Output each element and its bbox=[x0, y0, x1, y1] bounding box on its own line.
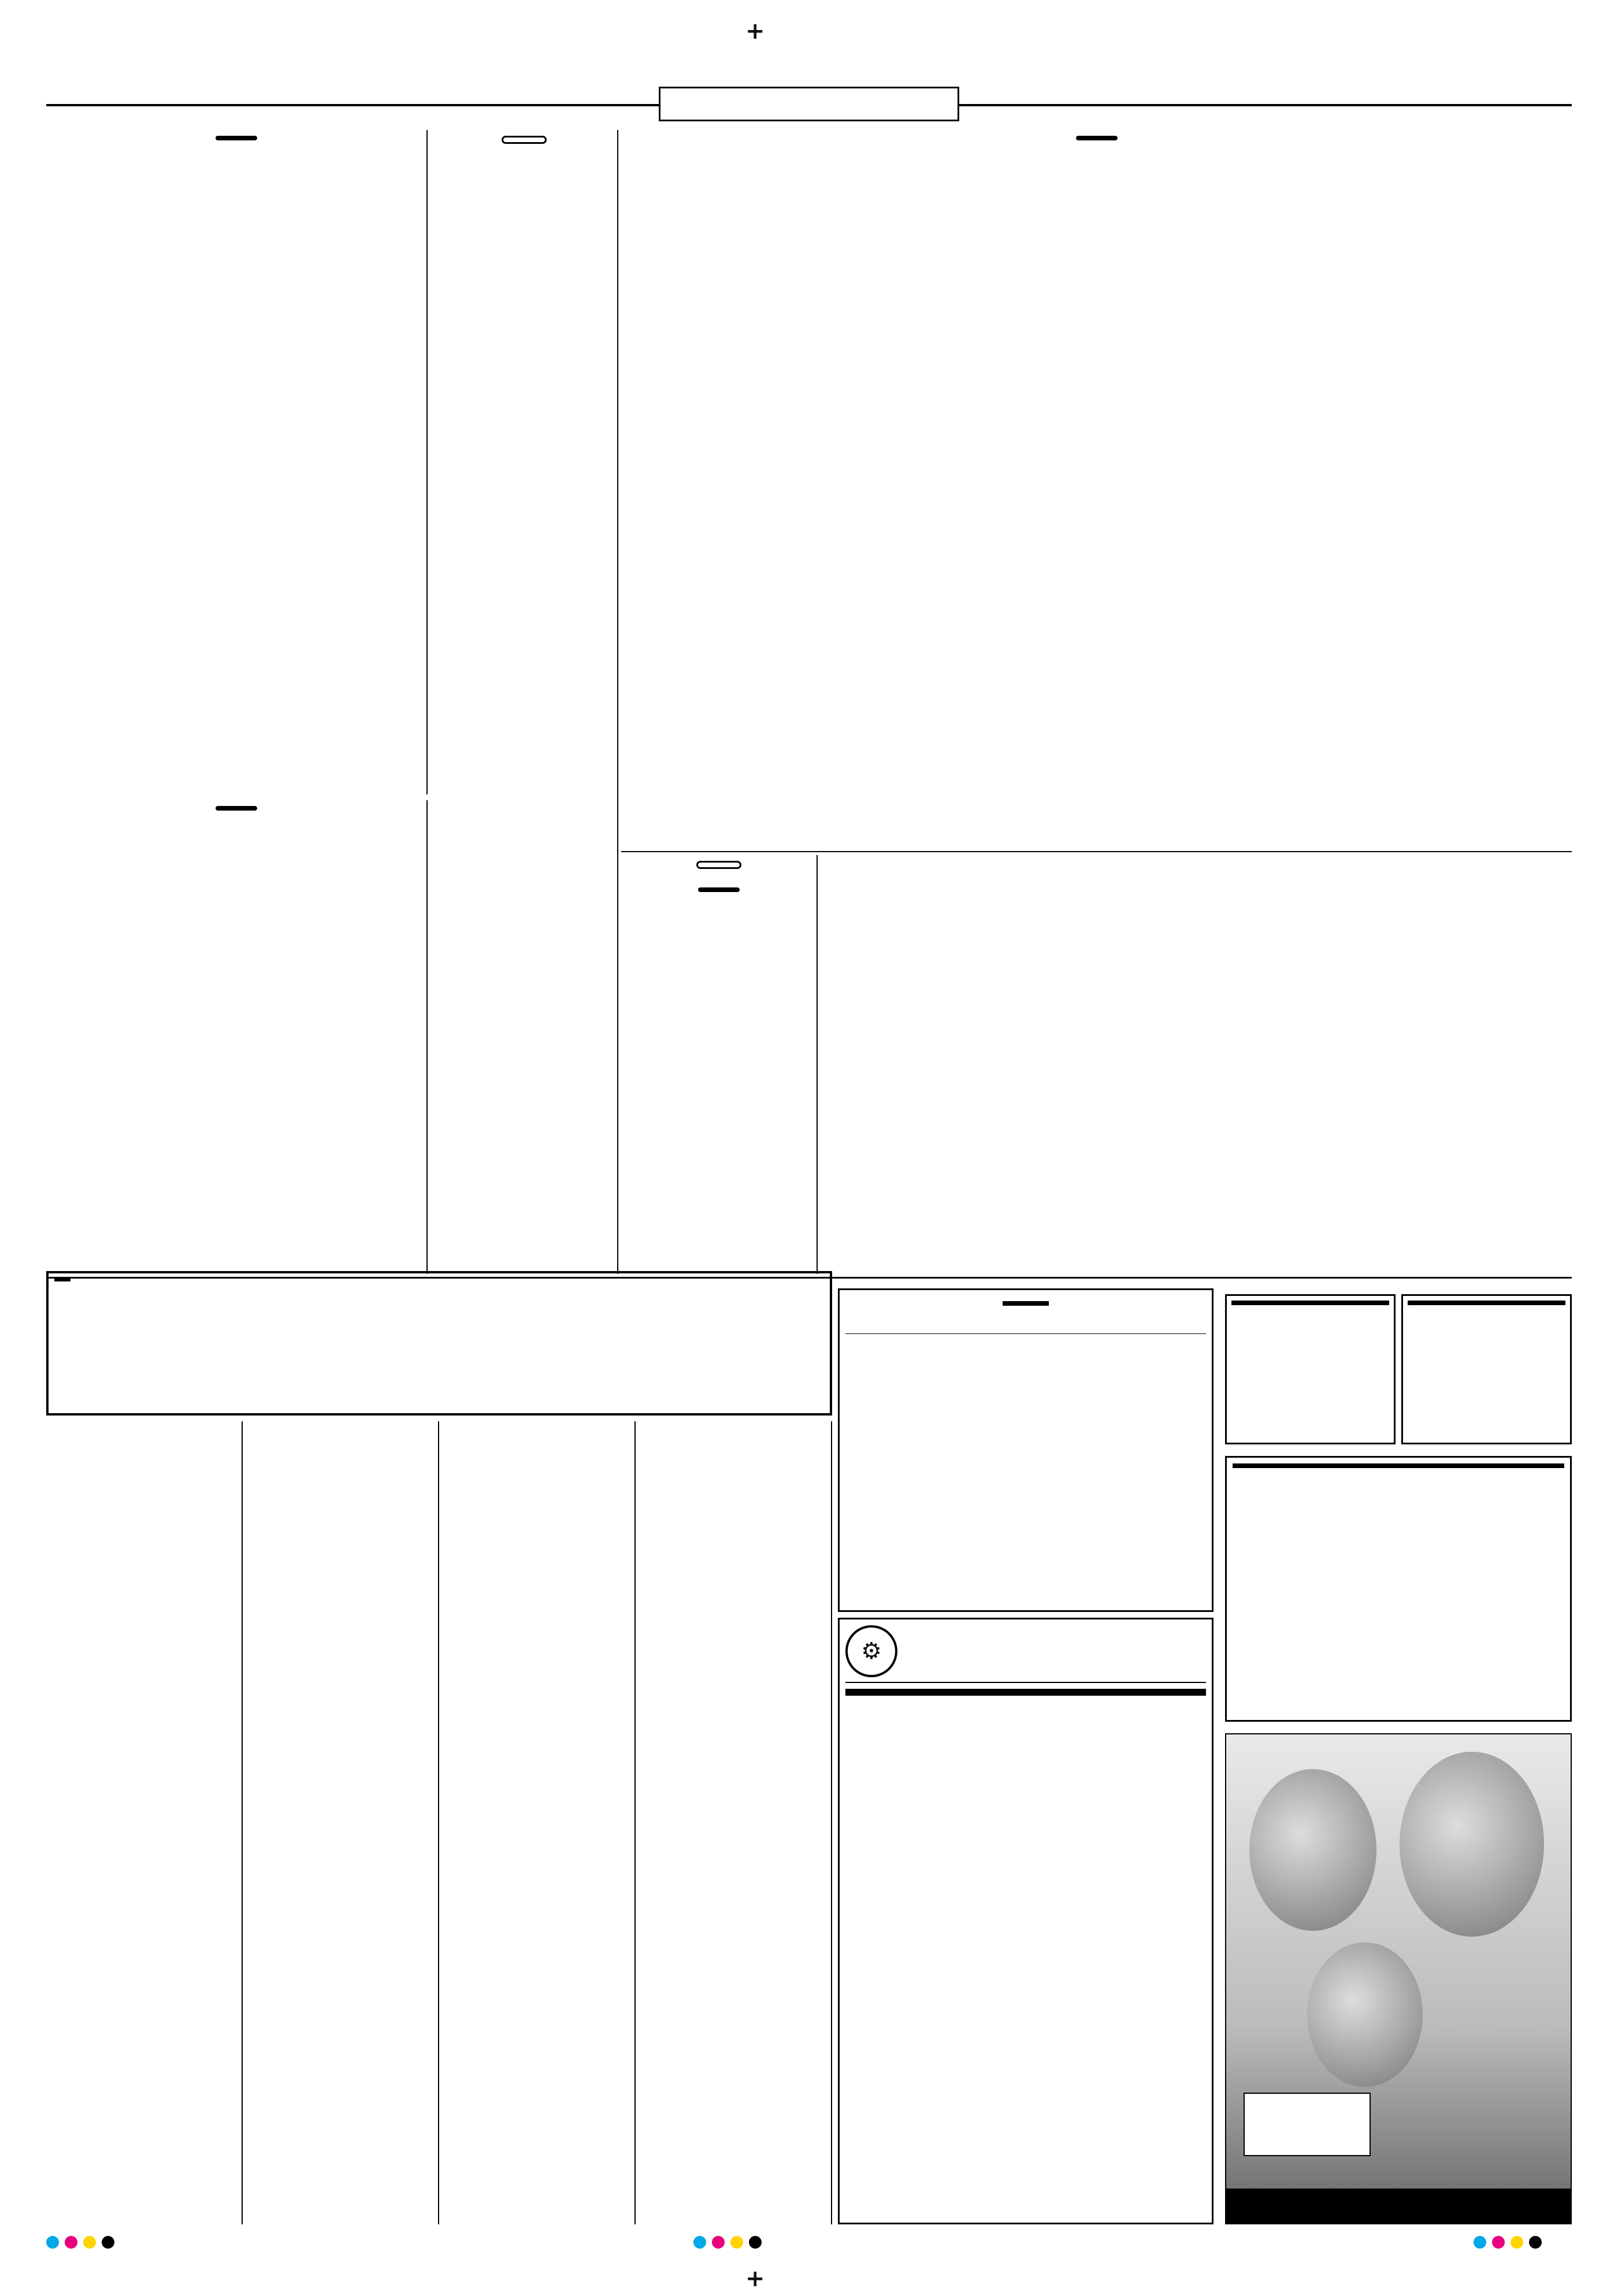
color-bar-right bbox=[1474, 2236, 1542, 2249]
nagarnondh-heading bbox=[216, 806, 257, 811]
bajar-column bbox=[431, 130, 618, 1274]
magenta-dot bbox=[65, 2236, 77, 2249]
warning-title bbox=[1003, 1301, 1049, 1306]
name-change-title-2 bbox=[1408, 1301, 1565, 1305]
public-warning bbox=[838, 1288, 1214, 1612]
poster-strip bbox=[1226, 2189, 1571, 2223]
classified-contact bbox=[587, 1285, 818, 1296]
name-change-box-2 bbox=[1401, 1294, 1572, 1444]
color-bar-left bbox=[46, 2236, 114, 2249]
cyan-dot bbox=[693, 2236, 706, 2249]
cyan-dot bbox=[46, 2236, 59, 2249]
poster-face-1 bbox=[1249, 1769, 1376, 1931]
magenta-dot bbox=[712, 2236, 725, 2249]
classified-col-4 bbox=[636, 1421, 832, 2224]
avsan-column bbox=[621, 130, 1572, 852]
movie-poster-ad bbox=[1225, 1733, 1572, 2224]
yellow-dot bbox=[83, 2236, 96, 2249]
dharmik-column bbox=[46, 130, 428, 794]
name-change-title-1 bbox=[1231, 1301, 1389, 1305]
gnati-heading bbox=[696, 861, 741, 869]
classified-banner bbox=[46, 1271, 832, 1416]
gnati-shaikshanik-column bbox=[621, 855, 818, 1274]
section-title bbox=[659, 87, 959, 121]
yellow-dot bbox=[1511, 2236, 1523, 2249]
farm-title-notice bbox=[1225, 1456, 1572, 1722]
bank-logo-icon: ⚙ bbox=[845, 1625, 897, 1677]
black-dot bbox=[1529, 2236, 1542, 2249]
name-change-box-1 bbox=[1225, 1294, 1396, 1444]
classified-col-2 bbox=[243, 1421, 439, 2224]
poster-face-2 bbox=[1400, 1752, 1544, 1937]
poster-face-3 bbox=[1307, 1942, 1423, 2087]
cyan-dot bbox=[1474, 2236, 1486, 2249]
classified-col-1 bbox=[46, 1421, 243, 2224]
dharmik-heading bbox=[216, 136, 257, 140]
classified-col-3 bbox=[439, 1421, 636, 2224]
bank-recruitment-ad bbox=[838, 1618, 1214, 2224]
black-dot bbox=[749, 2236, 762, 2249]
bank-post bbox=[845, 1689, 1206, 1696]
shaikshanik-heading bbox=[698, 887, 740, 892]
magenta-dot bbox=[1492, 2236, 1505, 2249]
black-dot bbox=[102, 2236, 114, 2249]
avsan-continued bbox=[821, 855, 1572, 1277]
classified-brand bbox=[54, 1277, 70, 1281]
registration-mark-bottom: + bbox=[745, 2265, 765, 2292]
registration-mark-top: + bbox=[745, 18, 765, 44]
farm-notice-title bbox=[1233, 1463, 1564, 1468]
nagarnondh-column bbox=[46, 800, 428, 1274]
bajar-heading bbox=[502, 136, 547, 144]
yellow-dot bbox=[730, 2236, 743, 2249]
avsan-heading bbox=[1076, 136, 1118, 140]
color-bar-center bbox=[693, 2236, 762, 2249]
warning-client bbox=[845, 1333, 1206, 1338]
poster-offer-box bbox=[1244, 2093, 1371, 2156]
